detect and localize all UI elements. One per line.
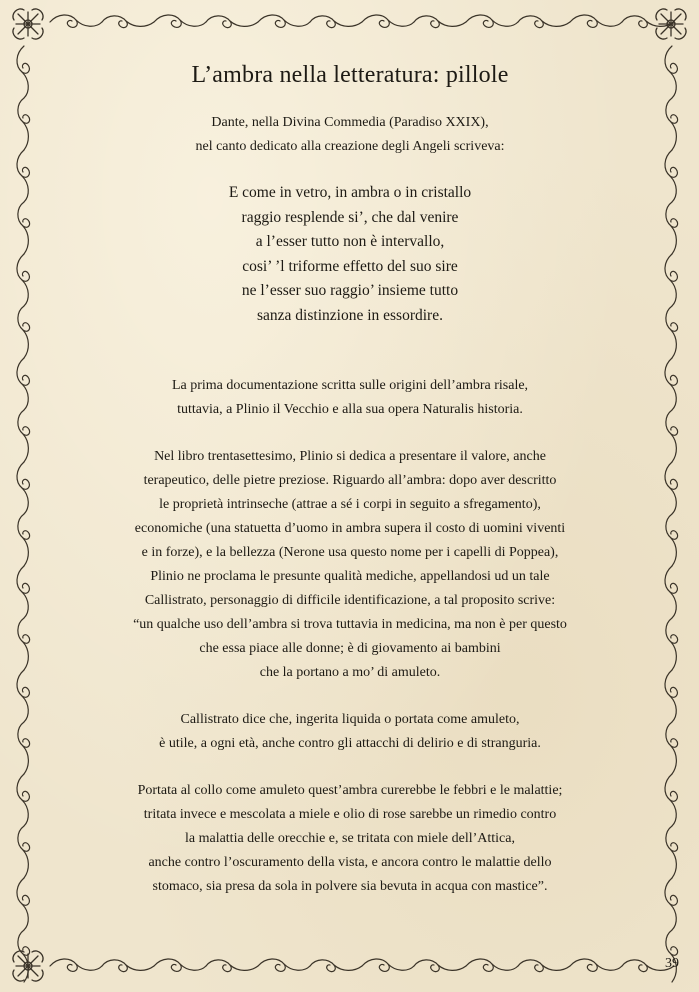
poem-line: sanza distinzione in essordire.: [257, 306, 443, 324]
left-border: [17, 46, 30, 982]
paragraph-amuleto: [70, 779, 630, 899]
text-line: stomaco, sia presa da sola in polvere sia bevuta in acqua con mastice”.: [152, 879, 548, 894]
poem-line: cosi’ ’l triforme effetto del suo sire: [242, 257, 458, 275]
text-line: le proprietà intrinseche (attrae a sé i corpi in seguito a sfregamento),: [159, 497, 541, 512]
text-line: e in forze), e la bellezza (Nerone usa questo nome per i capelli di Poppea),: [141, 545, 559, 560]
intro-line: Dante, nella Divina Commedia (Paradiso XXIX),: [211, 115, 489, 130]
text-line: anche contro l’oscuramento della vista, e ancora contro le malattie dello: [148, 855, 552, 870]
text-line: Portata al collo come amuleto quest’ambra curerebbe le febbri e le malattie;: [137, 783, 563, 798]
corner-ornament-top-left: [13, 9, 43, 39]
text-line: terapeutico, delle pietre preziose. Riguardo all’ambra: dopo aver descritto: [143, 473, 557, 488]
text-line: che essa piace alle donne; è di giovamento ai bambini: [199, 641, 501, 656]
top-border: [50, 15, 674, 28]
poem-line: a l’esser tutto non è intervallo,: [255, 233, 445, 250]
dante-quote: [70, 181, 630, 328]
poem-line: E come in vetro, in ambra o in cristallo: [228, 184, 472, 201]
page-content: [70, 62, 630, 899]
paragraph-callistrato: [70, 708, 630, 756]
text-line: tritata invece e mescolata a miele e olio di rose sarebbe un rimedio contro: [143, 807, 557, 822]
text-line: “un qualche uso dell’ambra si trova tuttavia in medicina, ma non è per questo: [133, 617, 567, 632]
intro-paragraph: [70, 111, 630, 159]
paragraph-plinio-intro: [70, 374, 630, 422]
corner-ornament-bottom-left: [13, 951, 43, 981]
poem-line: ne l’esser suo raggio’ insieme tutto: [241, 282, 459, 299]
text-line: tuttavia, a Plinio il Vecchio e alla sua opera Naturalis historia.: [177, 402, 523, 417]
poem-line: raggio resplende si’, che dal venire: [241, 208, 459, 226]
text-line: Nel libro trentasettesimo, Plinio si dedica a presentare il valore, anche: [154, 449, 546, 464]
paragraph-plinio-book: [70, 445, 630, 685]
text-line: Plinio ne proclama le presunte qualità mediche, appellandosi ud un tale: [150, 569, 550, 584]
text-line: è utile, a ogni età, anche contro gli attacchi di delirio e di stranguria.: [159, 736, 541, 751]
page-number: 39: [665, 956, 679, 971]
text-line: la malattia delle orecchie e, se tritata con miele dell’Attica,: [184, 831, 515, 846]
text-line: che la portano a mo’ di amuleto.: [259, 665, 441, 680]
bottom-border: [50, 959, 674, 972]
corner-ornament-top-right: [656, 9, 686, 39]
text-line: economiche (una statuetta d’uomo in ambra supera il costo di uomini viventi: [134, 521, 566, 536]
right-border: [665, 46, 678, 982]
text-line: Callistrato, personaggio di difficile identificazione, a tal proposito scrive:: [144, 593, 556, 608]
text-line: Callistrato dice che, ingerita liquida o portata come amuleto,: [180, 712, 520, 727]
page-title: L’ambra nella letteratura: pillole: [191, 62, 509, 88]
text-line: La prima documentazione scritta sulle origini dell’ambra risale,: [171, 378, 529, 393]
intro-line: nel canto dedicato alla creazione degli Angeli scriveva:: [195, 139, 505, 154]
